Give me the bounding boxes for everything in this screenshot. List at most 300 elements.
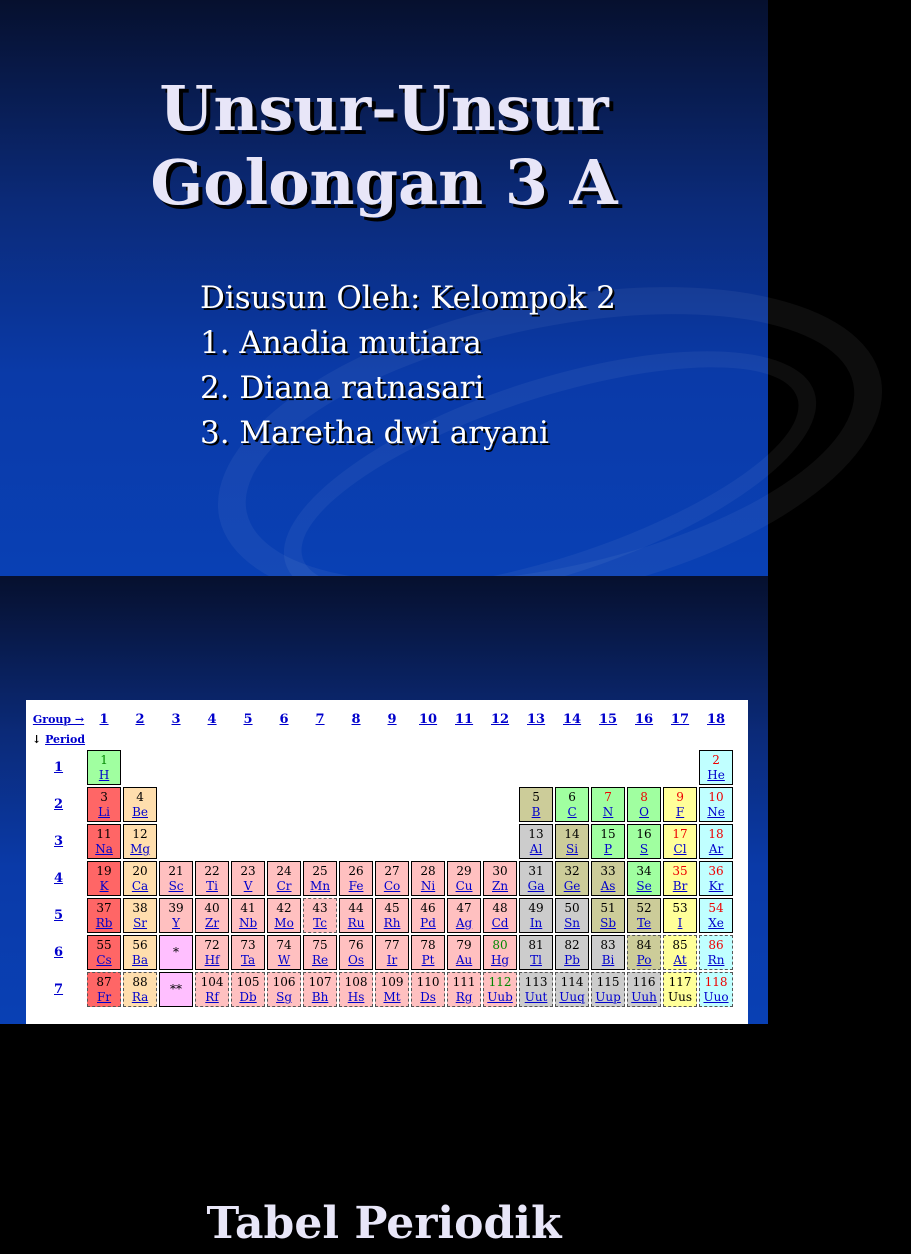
- period-row: [32, 935, 733, 970]
- element-symbol-link[interactable]: Ds: [420, 989, 436, 1004]
- element-symbol-link[interactable]: Ni: [420, 878, 436, 893]
- group-17-link[interactable]: 17: [671, 711, 690, 727]
- period-3-link[interactable]: 3: [54, 834, 64, 849]
- atomic-number: 77: [384, 937, 400, 952]
- element-cell-xe[interactable]: [699, 898, 733, 933]
- group-16-link[interactable]: 16: [635, 711, 654, 727]
- element-symbol-link[interactable]: V: [243, 878, 253, 893]
- period-label[interactable]: ↓ Period: [32, 732, 86, 746]
- element-symbol-link[interactable]: Si: [566, 841, 579, 856]
- atomic-number: 55: [96, 937, 112, 952]
- element-symbol-link[interactable]: Mo: [274, 915, 294, 930]
- element-cell-hs[interactable]: [339, 972, 373, 1007]
- element-symbol-link[interactable]: Y: [172, 915, 180, 930]
- atomic-number: 21: [168, 863, 184, 878]
- element-symbol-link[interactable]: Li: [98, 804, 110, 819]
- period-7-link[interactable]: 7: [54, 982, 64, 997]
- atomic-number: 56: [132, 937, 148, 952]
- element-symbol-link[interactable]: Ga: [527, 878, 545, 893]
- element-symbol-link[interactable]: Fr: [97, 989, 112, 1004]
- element-cell-sb[interactable]: [591, 898, 625, 933]
- element-cell-al[interactable]: [519, 824, 553, 859]
- atomic-number: 115: [596, 974, 620, 989]
- title-line-1: Unsur-Unsur: [159, 72, 609, 145]
- group-10-link[interactable]: 10: [419, 711, 438, 727]
- element-cell-mg[interactable]: [123, 824, 157, 859]
- element-symbol-link[interactable]: Cl: [673, 841, 687, 856]
- periodic-table: [30, 708, 735, 1009]
- atomic-number: 107: [308, 974, 332, 989]
- element-cell-si[interactable]: [555, 824, 589, 859]
- atomic-number: 53: [672, 900, 688, 915]
- element-symbol-link[interactable]: Sc: [168, 878, 184, 893]
- element-cell-rf[interactable]: [195, 972, 229, 1007]
- empty-cell: [339, 787, 373, 822]
- atomic-number: 110: [416, 974, 440, 989]
- atomic-number: 72: [204, 937, 220, 952]
- element-symbol-link[interactable]: Ra: [131, 989, 149, 1004]
- element-symbol-link[interactable]: Hs: [347, 989, 365, 1004]
- empty-cell: [627, 750, 661, 785]
- atomic-number: 16: [636, 826, 652, 841]
- atomic-number: 5: [532, 789, 540, 804]
- element-cell-ag[interactable]: [447, 898, 481, 933]
- atomic-number: 12: [132, 826, 148, 841]
- element-cell-ru[interactable]: [339, 898, 373, 933]
- atomic-number: 32: [564, 863, 580, 878]
- author-item: 1. Anadia mutiara: [200, 325, 482, 361]
- element-cell-nb[interactable]: [231, 898, 265, 933]
- element-cell-w[interactable]: [267, 935, 301, 970]
- element-cell-uuh[interactable]: [627, 972, 661, 1007]
- element-cell-p[interactable]: [591, 824, 625, 859]
- element-symbol-link[interactable]: Rg: [455, 989, 473, 1004]
- element-cell-pt[interactable]: [411, 935, 445, 970]
- atomic-number: 24: [276, 863, 292, 878]
- element-symbol-link[interactable]: Au: [455, 952, 473, 967]
- element-cell-co[interactable]: [375, 861, 409, 896]
- element-symbol-link[interactable]: Sb: [600, 915, 616, 930]
- element-symbol-link[interactable]: Cd: [491, 915, 509, 930]
- element-symbol-link[interactable]: Al: [529, 841, 543, 856]
- atomic-number: 117: [668, 974, 692, 989]
- element-cell-f[interactable]: [663, 787, 697, 822]
- group-18-link[interactable]: 18: [707, 711, 726, 727]
- atomic-number: 116: [632, 974, 656, 989]
- element-symbol-link[interactable]: Ir: [386, 952, 398, 967]
- element-symbol-link[interactable]: Sn: [564, 915, 581, 930]
- element-cell-au[interactable]: [447, 935, 481, 970]
- atomic-number: 80: [492, 937, 508, 952]
- author-list: [200, 276, 616, 456]
- element-cell-y[interactable]: [159, 898, 193, 933]
- lanthanide-marker[interactable]: *: [159, 935, 193, 970]
- element-cell-uus[interactable]: [663, 972, 697, 1007]
- atomic-number: 75: [312, 937, 328, 952]
- element-cell-ge[interactable]: [555, 861, 589, 896]
- atomic-number: 47: [456, 900, 472, 915]
- atomic-number: 26: [348, 863, 364, 878]
- element-cell-in[interactable]: [519, 898, 553, 933]
- element-cell-sg[interactable]: [267, 972, 301, 1007]
- element-cell-na[interactable]: [87, 824, 121, 859]
- element-symbol-link[interactable]: Mg: [130, 841, 151, 856]
- atomic-number: 27: [384, 863, 400, 878]
- atomic-number: 11: [96, 826, 112, 841]
- empty-cell: [555, 750, 589, 785]
- empty-cell: [447, 824, 481, 859]
- element-cell-uup[interactable]: [591, 972, 625, 1007]
- element-symbol-link[interactable]: N: [602, 804, 614, 819]
- element-cell-ds[interactable]: [411, 972, 445, 1007]
- period-row: [32, 861, 733, 896]
- element-cell-ca[interactable]: [123, 861, 157, 896]
- actinide-marker[interactable]: **: [159, 972, 193, 1007]
- element-cell-rn[interactable]: [699, 935, 733, 970]
- element-cell-hf[interactable]: [195, 935, 229, 970]
- element-symbol-link[interactable]: P: [604, 841, 613, 856]
- element-cell-b[interactable]: [519, 787, 553, 822]
- element-symbol-link[interactable]: Cs: [96, 952, 112, 967]
- atomic-number: 2: [712, 752, 720, 767]
- atomic-number: 86: [708, 937, 724, 952]
- group-3-link[interactable]: 3: [171, 711, 181, 727]
- empty-cell: [411, 787, 445, 822]
- element-cell-cu[interactable]: [447, 861, 481, 896]
- element-cell-n[interactable]: [591, 787, 625, 822]
- empty-cell: [195, 824, 229, 859]
- empty-cell: [591, 750, 625, 785]
- element-cell-os[interactable]: [339, 935, 373, 970]
- element-cell-ga[interactable]: [519, 861, 553, 896]
- element-symbol-link[interactable]: Sr: [133, 915, 148, 930]
- element-cell-ar[interactable]: [699, 824, 733, 859]
- element-cell-be[interactable]: [123, 787, 157, 822]
- atomic-number: 74: [276, 937, 292, 952]
- empty-cell: [663, 750, 697, 785]
- element-symbol-link[interactable]: Ba: [132, 952, 149, 967]
- element-cell-hg[interactable]: [483, 935, 517, 970]
- empty-cell: [483, 750, 517, 785]
- element-cell-li[interactable]: [87, 787, 121, 822]
- element-cell-db[interactable]: [231, 972, 265, 1007]
- empty-cell: [195, 750, 229, 785]
- element-symbol-link[interactable]: Ca: [131, 878, 149, 893]
- element-symbol-link[interactable]: Br: [672, 878, 688, 893]
- element-symbol-link[interactable]: Hf: [204, 952, 220, 967]
- periodic-table-image: [26, 700, 748, 1024]
- title-slide: [0, 0, 768, 576]
- atomic-number: 81: [528, 937, 544, 952]
- group-5-link[interactable]: 5: [243, 711, 253, 727]
- element-cell-uuq[interactable]: [555, 972, 589, 1007]
- element-cell-rb[interactable]: [87, 898, 121, 933]
- element-symbol-link[interactable]: Xe: [708, 915, 724, 930]
- slide-title: Tabel Periodik: [206, 1198, 562, 1249]
- atomic-number: 41: [240, 900, 256, 915]
- element-cell-he[interactable]: [699, 750, 733, 785]
- period-row: [32, 750, 733, 785]
- slide-title: [0, 72, 768, 220]
- element-symbol-link[interactable]: Hg: [490, 952, 510, 967]
- empty-cell: [231, 750, 265, 785]
- element-cell-ne[interactable]: [699, 787, 733, 822]
- element-cell-sc[interactable]: [159, 861, 193, 896]
- atomic-number: 43: [312, 900, 328, 915]
- element-symbol-link[interactable]: Fe: [348, 878, 364, 893]
- element-symbol-link[interactable]: Ti: [206, 878, 218, 893]
- element-symbol-link[interactable]: Uup: [595, 989, 621, 1004]
- element-symbol-link[interactable]: Rf: [205, 989, 219, 1004]
- element-symbol-link[interactable]: Bh: [311, 989, 329, 1004]
- atomic-number: 44: [348, 900, 364, 915]
- element-cell-ra[interactable]: [123, 972, 157, 1007]
- empty-cell: [519, 750, 553, 785]
- title-line-2: Golongan 3 A: [150, 146, 618, 219]
- element-symbol-link[interactable]: K: [99, 878, 109, 893]
- element-cell-mt[interactable]: [375, 972, 409, 1007]
- element-cell-k[interactable]: [87, 861, 121, 896]
- element-symbol-link[interactable]: Pt: [421, 952, 435, 967]
- element-symbol-link[interactable]: Mt: [383, 989, 401, 1004]
- element-cell-cd[interactable]: [483, 898, 517, 933]
- empty-cell: [447, 787, 481, 822]
- period-row: [32, 898, 733, 933]
- empty-cell: [375, 750, 409, 785]
- group-8-link[interactable]: 8: [351, 711, 361, 727]
- element-symbol-link[interactable]: He: [707, 767, 725, 782]
- element-cell-ir[interactable]: [375, 935, 409, 970]
- atomic-number: 78: [420, 937, 436, 952]
- element-symbol-link[interactable]: Tl: [530, 952, 542, 967]
- element-symbol-link[interactable]: Rn: [707, 952, 725, 967]
- empty-cell: [159, 750, 193, 785]
- element-cell-at[interactable]: [663, 935, 697, 970]
- element-cell-po[interactable]: [627, 935, 661, 970]
- element-cell-tc[interactable]: [303, 898, 337, 933]
- group-header-row: [32, 710, 733, 728]
- atomic-number: 51: [600, 900, 616, 915]
- element-symbol-link[interactable]: Uuo: [703, 989, 729, 1004]
- period-2-link[interactable]: 2: [54, 797, 64, 812]
- element-cell-cr[interactable]: [267, 861, 301, 896]
- element-cell-pd[interactable]: [411, 898, 445, 933]
- element-symbol-link[interactable]: Rh: [383, 915, 401, 930]
- author-item: 3. Maretha dwi aryani: [200, 415, 549, 451]
- element-cell-fe[interactable]: [339, 861, 373, 896]
- group-9-link[interactable]: 9: [387, 711, 397, 727]
- element-symbol-link[interactable]: At: [673, 952, 687, 967]
- period-1-link[interactable]: 1: [54, 760, 64, 775]
- element-cell-o[interactable]: [627, 787, 661, 822]
- element-symbol-link[interactable]: Db: [239, 989, 257, 1004]
- element-symbol-link[interactable]: Ge: [563, 878, 581, 893]
- atomic-number: 111: [452, 974, 476, 989]
- empty-cell: [411, 750, 445, 785]
- element-cell-ta[interactable]: [231, 935, 265, 970]
- atomic-number: 40: [204, 900, 220, 915]
- element-cell-uub[interactable]: [483, 972, 517, 1007]
- atomic-number: 54: [708, 900, 724, 915]
- element-cell-cl[interactable]: [663, 824, 697, 859]
- group-12-link[interactable]: 12: [491, 711, 510, 727]
- atomic-number: 15: [600, 826, 616, 841]
- group-1-link[interactable]: 1: [99, 711, 109, 727]
- element-symbol-link[interactable]: Ne: [707, 804, 725, 819]
- element-symbol-link[interactable]: Ta: [240, 952, 256, 967]
- group-13-link[interactable]: 13: [527, 711, 546, 727]
- element-cell-v[interactable]: [231, 861, 265, 896]
- element-symbol-link[interactable]: Be: [132, 804, 148, 819]
- atomic-number: 118: [704, 974, 728, 989]
- atomic-number: 8: [640, 789, 648, 804]
- element-cell-i[interactable]: [663, 898, 697, 933]
- element-cell-kr[interactable]: [699, 861, 733, 896]
- element-cell-h[interactable]: [87, 750, 121, 785]
- element-cell-uut[interactable]: [519, 972, 553, 1007]
- element-symbol-link[interactable]: H: [98, 767, 110, 782]
- element-symbol-link[interactable]: Uus: [668, 989, 693, 1004]
- element-cell-s[interactable]: [627, 824, 661, 859]
- element-symbol-link[interactable]: Ru: [347, 915, 365, 930]
- atomic-number: 104: [200, 974, 224, 989]
- element-symbol-link[interactable]: Nb: [238, 915, 258, 930]
- atomic-number: 85: [672, 937, 688, 952]
- element-cell-rh[interactable]: [375, 898, 409, 933]
- empty-cell: [303, 824, 337, 859]
- atomic-number: 49: [528, 900, 544, 915]
- element-cell-cs[interactable]: [87, 935, 121, 970]
- group-11-link[interactable]: 11: [455, 711, 474, 727]
- element-cell-rg[interactable]: [447, 972, 481, 1007]
- atomic-number: 114: [560, 974, 584, 989]
- element-cell-bh[interactable]: [303, 972, 337, 1007]
- element-cell-se[interactable]: [627, 861, 661, 896]
- element-symbol-link[interactable]: Ag: [455, 915, 473, 930]
- element-cell-zr[interactable]: [195, 898, 229, 933]
- element-symbol-link[interactable]: F: [675, 804, 685, 819]
- element-symbol-link[interactable]: Po: [636, 952, 652, 967]
- element-symbol-link[interactable]: B: [531, 804, 541, 819]
- element-symbol-link[interactable]: Bi: [601, 952, 615, 967]
- atomic-number: 108: [344, 974, 368, 989]
- element-cell-ni[interactable]: [411, 861, 445, 896]
- element-symbol-link[interactable]: Os: [348, 952, 365, 967]
- atomic-number: 34: [636, 863, 652, 878]
- element-symbol-link[interactable]: I: [677, 915, 683, 930]
- element-symbol-link[interactable]: Na: [95, 841, 113, 856]
- period-5-link[interactable]: 5: [54, 908, 64, 923]
- element-cell-ti[interactable]: [195, 861, 229, 896]
- element-cell-pb[interactable]: [555, 935, 589, 970]
- element-cell-br[interactable]: [663, 861, 697, 896]
- element-symbol-link[interactable]: Uuq: [559, 989, 585, 1004]
- element-cell-c[interactable]: [555, 787, 589, 822]
- atomic-number: 50: [564, 900, 580, 915]
- group-6-link[interactable]: 6: [279, 711, 289, 727]
- element-cell-uuo[interactable]: [699, 972, 733, 1007]
- element-symbol-link[interactable]: Uuh: [631, 989, 657, 1004]
- group-2-link[interactable]: 2: [135, 711, 145, 727]
- group-15-link[interactable]: 15: [599, 711, 618, 727]
- period-row: [32, 972, 733, 1007]
- element-symbol-link[interactable]: Zr: [205, 915, 220, 930]
- empty-cell: [267, 824, 301, 859]
- element-cell-as[interactable]: [591, 861, 625, 896]
- element-symbol-link[interactable]: Sg: [276, 989, 292, 1004]
- element-symbol-link[interactable]: Ar: [708, 841, 724, 856]
- element-symbol-link[interactable]: Mn: [310, 878, 331, 893]
- atomic-number: 31: [528, 863, 544, 878]
- element-symbol-link[interactable]: C: [567, 804, 577, 819]
- element-symbol-link[interactable]: As: [600, 878, 616, 893]
- group-14-link[interactable]: 14: [563, 711, 582, 727]
- element-cell-sn[interactable]: [555, 898, 589, 933]
- group-7-link[interactable]: 7: [315, 711, 325, 727]
- period-4-link[interactable]: 4: [54, 871, 64, 886]
- element-cell-re[interactable]: [303, 935, 337, 970]
- empty-cell: [159, 824, 193, 859]
- group-4-link[interactable]: 4: [207, 711, 217, 727]
- element-symbol-link[interactable]: Tc: [313, 915, 327, 930]
- group-label[interactable]: Group →: [32, 712, 85, 726]
- atomic-number: 18: [708, 826, 724, 841]
- element-symbol-link[interactable]: Te: [636, 915, 652, 930]
- atomic-number: 87: [96, 974, 112, 989]
- element-cell-mo[interactable]: [267, 898, 301, 933]
- element-symbol-link[interactable]: Cr: [276, 878, 292, 893]
- element-symbol-link[interactable]: Co: [383, 878, 401, 893]
- element-symbol-link[interactable]: Pd: [420, 915, 436, 930]
- empty-cell: [339, 750, 373, 785]
- element-cell-sr[interactable]: [123, 898, 157, 933]
- atomic-number: 109: [380, 974, 404, 989]
- element-symbol-link[interactable]: Se: [636, 878, 652, 893]
- down-arrow-icon: ↓: [32, 732, 42, 746]
- empty-cell: [483, 787, 517, 822]
- element-symbol-link[interactable]: Cu: [455, 878, 473, 893]
- atomic-number: 88: [132, 974, 148, 989]
- atomic-number: 19: [96, 863, 112, 878]
- element-symbol-link[interactable]: Pb: [564, 952, 580, 967]
- period-6-link[interactable]: 6: [54, 945, 64, 960]
- element-symbol-link[interactable]: Re: [311, 952, 329, 967]
- element-cell-fr[interactable]: [87, 972, 121, 1007]
- element-symbol-link[interactable]: In: [529, 915, 543, 930]
- element-symbol-link[interactable]: W: [277, 952, 291, 967]
- author-heading: Disusun Oleh: Kelompok 2: [200, 280, 616, 316]
- element-symbol-link[interactable]: Uub: [487, 989, 513, 1004]
- element-symbol-link[interactable]: Zn: [492, 878, 509, 893]
- element-cell-zn[interactable]: [483, 861, 517, 896]
- element-cell-mn[interactable]: [303, 861, 337, 896]
- element-symbol-link[interactable]: O: [639, 804, 649, 819]
- atomic-number: 17: [672, 826, 688, 841]
- element-cell-ba[interactable]: [123, 935, 157, 970]
- atomic-number: 29: [456, 863, 472, 878]
- element-cell-tl[interactable]: [519, 935, 553, 970]
- atomic-number: 25: [312, 863, 328, 878]
- element-cell-te[interactable]: [627, 898, 661, 933]
- element-symbol-link[interactable]: S: [639, 841, 649, 856]
- element-symbol-link[interactable]: Kr: [708, 878, 724, 893]
- element-symbol-link[interactable]: Uut: [524, 989, 548, 1004]
- empty-cell: [195, 787, 229, 822]
- element-cell-bi[interactable]: [591, 935, 625, 970]
- element-symbol-link[interactable]: Rb: [95, 915, 113, 930]
- atomic-number: 20: [132, 863, 148, 878]
- atomic-number: 76: [348, 937, 364, 952]
